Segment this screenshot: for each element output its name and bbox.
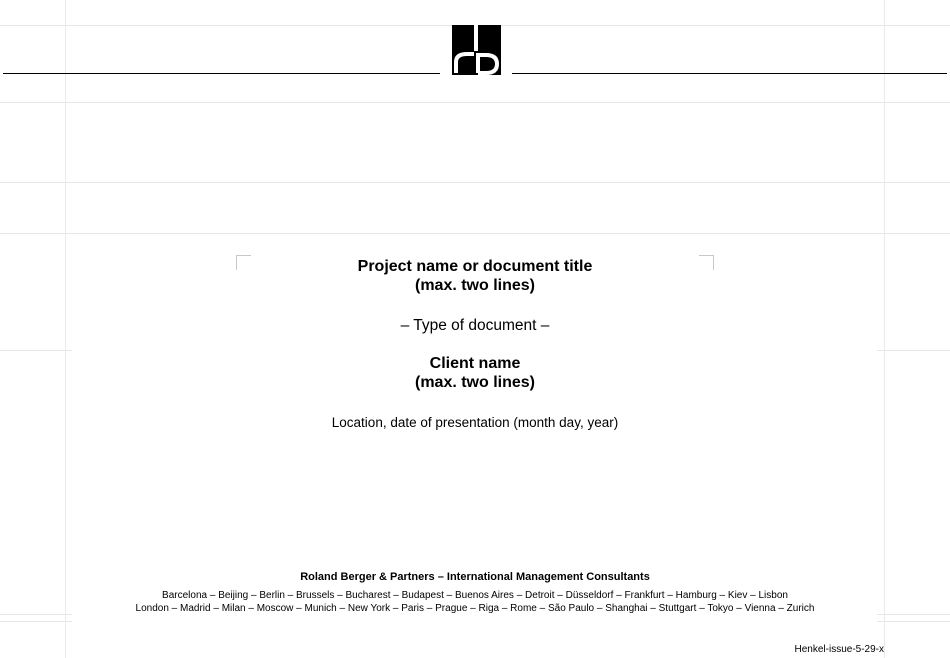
client-name [0, 354, 950, 392]
document-type: – Type of document – [400, 317, 550, 334]
client-line-1: Client name [429, 355, 521, 372]
guide-line [0, 182, 950, 183]
cities-line-1: Barcelona – Beijing – Berlin – Brussels – Bucharest – Budapest – Buenos Aires – Detroit – Düsseldorf – Frankfurt – Hamburg – Kiev – Lisbon [162, 590, 788, 601]
cities-line-2: London – Madrid – Milan – Moscow – Munich – New York – Paris – Prague – Riga – Rome – São Paulo – Shanghai – Stuttgart – Tokyo – Vienna – Zurich [135, 603, 815, 614]
firm-name: Roland Berger & Partners – International Management Consultants [300, 571, 650, 583]
document-title [0, 257, 950, 295]
rb-logo-icon [452, 25, 501, 75]
title-line-2: (max. two lines) [414, 277, 536, 294]
guide-line [0, 102, 950, 103]
header-rule-right [512, 73, 947, 74]
location-date: Location, date of presentation (month day, year) [331, 415, 619, 430]
title-line-1: Project name or document title [357, 258, 593, 275]
document-reference: Henkel-issue-5-29-x [794, 644, 884, 655]
header-rule-left [3, 73, 440, 74]
office-locations [0, 589, 950, 615]
client-line-2: (max. two lines) [414, 374, 536, 391]
